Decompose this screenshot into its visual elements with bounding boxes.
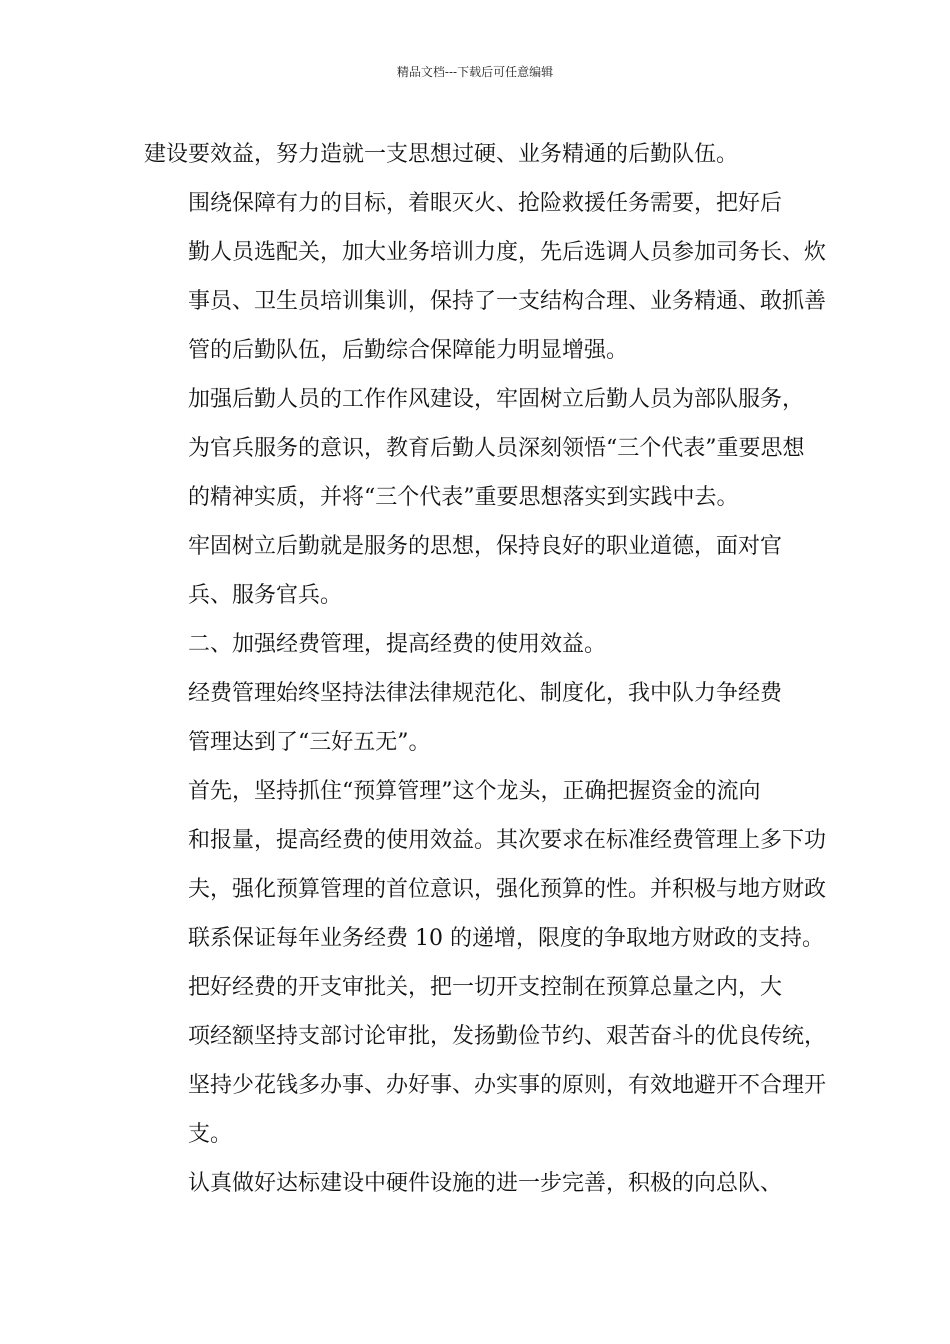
text-line: 建设要效益，努力造就一支思想过硬、业务精通的后勤队伍。 <box>144 142 739 167</box>
paragraph <box>144 522 809 620</box>
body-text <box>144 130 827 1208</box>
text-line: 夫，强化预算管理的首位意识，强化预算的性。并积极与地方财政 <box>188 877 827 902</box>
paragraph <box>144 130 809 179</box>
text-line: 管的后勤队伍，后勤综合保障能力明显增强。 <box>188 338 629 363</box>
text-line: 牢固树立后勤就是服务的思想，保持良好的职业道德，面对官 <box>188 534 783 559</box>
text-line: 兵、服务官兵。 <box>188 583 343 608</box>
text-line: 坚持少花钱多办事、办好事、办实事的原则，有效地避开不合理开 <box>188 1073 827 1098</box>
text-line: 经费管理始终坚持法律法律规范化、制度化，我中队力争经费 <box>188 681 783 706</box>
text-line: 围绕保障有力的目标，着眼灭火、抢险救援任务需要，把好后 <box>188 191 783 216</box>
paragraph <box>144 767 827 963</box>
text-line: 联系保证每年业务经费 10 的递增，限度的争取地方财政的支持。 <box>188 926 824 951</box>
text-line: 项经额坚持支部讨论审批，发扬勤俭节约、艰苦奋斗的优良传统， <box>188 1024 827 1049</box>
paragraph <box>144 963 827 1159</box>
text-line: 认真做好达标建设中硬件设施的进一步完善，积极的向总队、 <box>188 1171 783 1196</box>
text-line: 首先，坚持抓住“预算管理”这个龙头，正确把握资金的流向 <box>188 779 761 804</box>
text-line: 把好经费的开支审批关，把一切开支控制在预算总量之内，大 <box>188 975 783 1000</box>
paragraph <box>144 375 809 522</box>
text-line: 支。 <box>188 1122 233 1147</box>
paragraph <box>144 669 809 767</box>
text-line: 加强后勤人员的工作作风建设，牢固树立后勤人员为部队服务， <box>188 387 805 412</box>
paragraph <box>144 179 827 375</box>
text-line: 的精神实质，并将“三个代表”重要思想落实到实践中去。 <box>188 485 739 510</box>
page-header: 精品文档---下载后可任意编辑 <box>396 65 554 79</box>
text-line: 为官兵服务的意识，教育后勤人员深刻领悟“三个代表”重要思想 <box>188 436 805 461</box>
text-line: 事员、卫生员培训集训，保持了一支结构合理、业务精通、敢抓善 <box>188 289 827 314</box>
paragraph <box>144 620 809 669</box>
text-line: 二、加强经费管理，提高经费的使用效益。 <box>188 632 607 657</box>
text-line: 勤人员选配关，加大业务培训力度，先后选调人员参加司务长、炊 <box>188 240 827 265</box>
text-line: 管理达到了“三好五无”。 <box>188 730 431 755</box>
paragraph <box>144 1159 809 1208</box>
text-line: 和报量，提高经费的使用效益。其次要求在标准经费管理上多下功 <box>188 828 827 853</box>
